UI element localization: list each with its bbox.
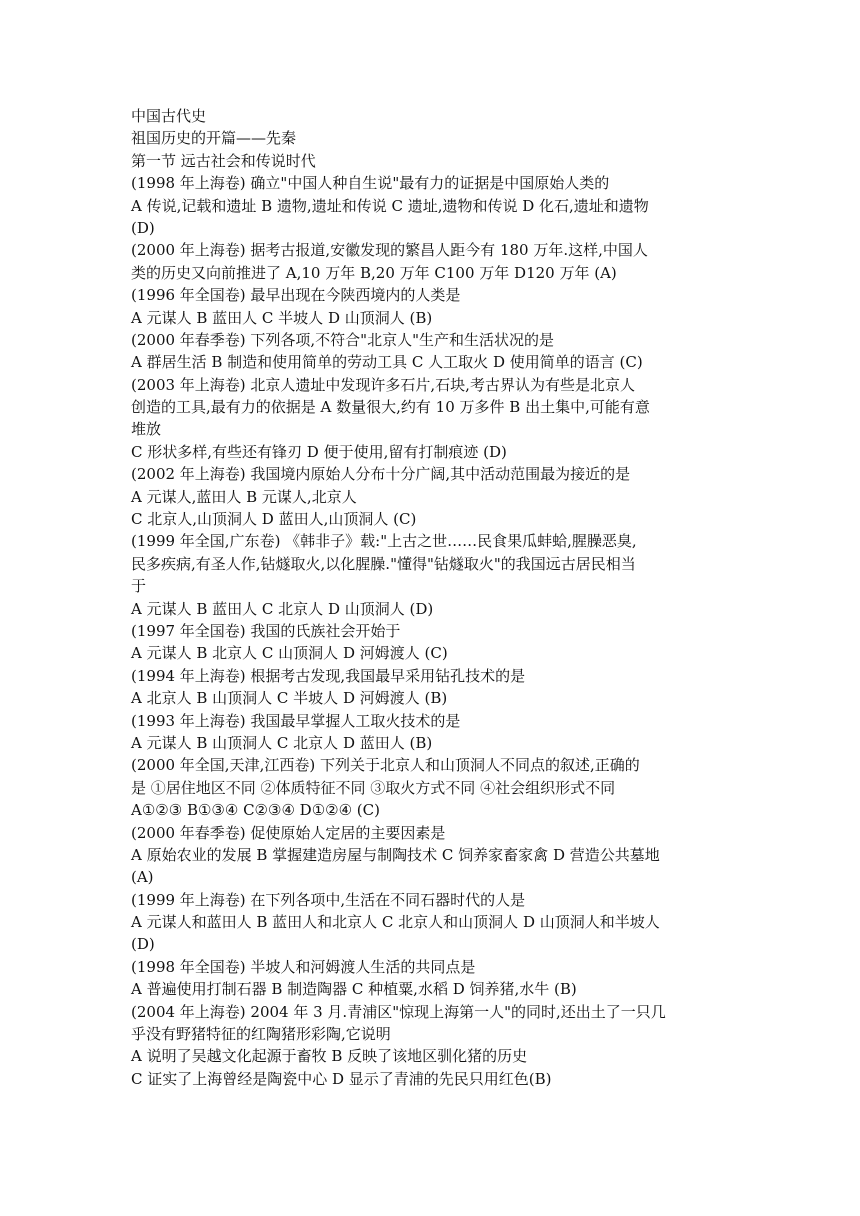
text-line: A 群居生活 B 制造和使用简单的劳动工具 C 人工取火 D 使用简单的语言 (C) — [131, 353, 643, 372]
text-line: A 普遍使用打制石器 B 制造陶器 C 种植粟,水稻 D 饲养猪,水牛 (B) — [131, 980, 577, 999]
text-line: 乎没有野猪特征的红陶猪形彩陶,它说明 — [131, 1025, 391, 1044]
text-line: (2000 年春季卷) 下列各项,不符合"北京人"生产和生活状况的是 — [131, 330, 554, 349]
text-line: (1993 年上海卷) 我国最早掌握人工取火技术的是 — [131, 711, 461, 730]
text-line: A 元谋人,蓝田人 B 元谋人,北京人 — [131, 487, 357, 506]
text-line: 堆放 — [131, 420, 162, 439]
text-line: (2000 年全国,天津,江西卷) 下列关于北京人和山顶洞人不同点的叙述,正确的 — [131, 756, 640, 775]
text-line: (2000 年上海卷) 据考古报道,安徽发现的繁昌人距今有 180 万年.这样,中国人 — [131, 241, 648, 260]
text-line: (1996 年全国卷) 最早出现在今陕西境内的人类是 — [131, 286, 461, 305]
text-line: 于 — [131, 577, 147, 596]
text-line: A 元谋人和蓝田人 B 蓝田人和北京人 C 北京人和山顶洞人 D 山顶洞人和半坡人 — [131, 913, 660, 932]
text-line: (1999 年上海卷) 在下列各项中,生活在不同石器时代的人是 — [131, 890, 526, 909]
text-line: (2003 年上海卷) 北京人遗址中发现许多石片,石块,考古界认为有些是北京人 — [131, 375, 635, 394]
text-line: A①②③ B①③④ C②③④ D①②④ (C) — [131, 801, 380, 820]
text-line: (1999 年全国,广东卷) 《韩非子》载:"上古之世……民食果瓜蚌蛤,腥臊恶臭, — [131, 532, 637, 551]
text-line: 类的历史又向前推进了 A,10 万年 B,20 万年 C100 万年 D120 万年 (A) — [131, 263, 617, 282]
text-line: A 传说,记载和遗址 B 遗物,遗址和传说 C 遗址,遗物和传说 D 化石,遗址和遗物 — [131, 196, 649, 215]
text-line: (1997 年全国卷) 我国的氏族社会开始于 — [131, 621, 401, 640]
text-line: (D) — [131, 218, 155, 237]
text-line: (D) — [131, 935, 155, 954]
text-line: C 形状多样,有些还有锋刃 D 便于使用,留有打制痕迹 (D) — [131, 442, 507, 461]
text-line: (2000 年春季卷) 促使原始人定居的主要因素是 — [131, 823, 446, 842]
text-line: 第一节 远古社会和传说时代 — [131, 151, 316, 170]
text-line: A 元谋人 B 蓝田人 C 半坡人 D 山顶洞人 (B) — [131, 308, 433, 327]
text-line: (A) — [131, 868, 154, 887]
text-line: 祖国历史的开篇——先秦 — [131, 129, 297, 148]
text-line: C 证实了上海曾经是陶瓷中心 D 显示了青浦的先民只用红色(B) — [131, 1069, 552, 1088]
text-line: A 说明了吴越文化起源于畜牧 B 反映了该地区驯化猪的历史 — [131, 1047, 528, 1066]
text-line: 民多疾病,有圣人作,钻燧取火,以化腥臊."懂得"钻燧取火"的我国远古居民相当 — [131, 554, 636, 573]
text-line: 中国古代史 — [131, 107, 207, 125]
text-line: (2002 年上海卷) 我国境内原始人分布十分广阔,其中活动范围最为接近的是 — [131, 465, 631, 484]
text-line: (2004 年上海卷) 2004 年 3 月.青浦区"惊现上海第一人"的同时,还出土了一只几 — [131, 1002, 666, 1021]
text-line: A 元谋人 B 北京人 C 山顶洞人 D 河姆渡人 (C) — [131, 644, 448, 663]
document-body — [131, 105, 731, 1090]
text-line: C 北京人,山顶洞人 D 蓝田人,山顶洞人 (C) — [131, 510, 417, 529]
text-line: 创造的工具,最有力的依据是 A 数量很大,约有 10 万多件 B 出土集中,可能有意 — [131, 398, 650, 417]
text-line: (1998 年全国卷) 半坡人和河姆渡人生活的共同点是 — [131, 957, 476, 976]
text-line: A 原始农业的发展 B 掌握建造房屋与制陶技术 C 饲养家畜家禽 D 营造公共墓地 — [131, 845, 660, 864]
text-line: A 北京人 B 山顶洞人 C 半坡人 D 河姆渡人 (B) — [131, 689, 448, 708]
text-line: (1994 年上海卷) 根据考古发现,我国最早采用钻孔技术的是 — [131, 666, 526, 685]
text-line: (1998 年上海卷) 确立"中国人种自生说"最有力的证据是中国原始人类的 — [131, 174, 610, 193]
text-line: A 元谋人 B 蓝田人 C 北京人 D 山顶洞人 (D) — [131, 599, 434, 618]
text-line: A 元谋人 B 山顶洞人 C 北京人 D 蓝田人 (B) — [131, 733, 433, 752]
text-line: 是 ①居住地区不同 ②体质特征不同 ③取火方式不同 ④社会组织形式不同 — [131, 778, 616, 797]
